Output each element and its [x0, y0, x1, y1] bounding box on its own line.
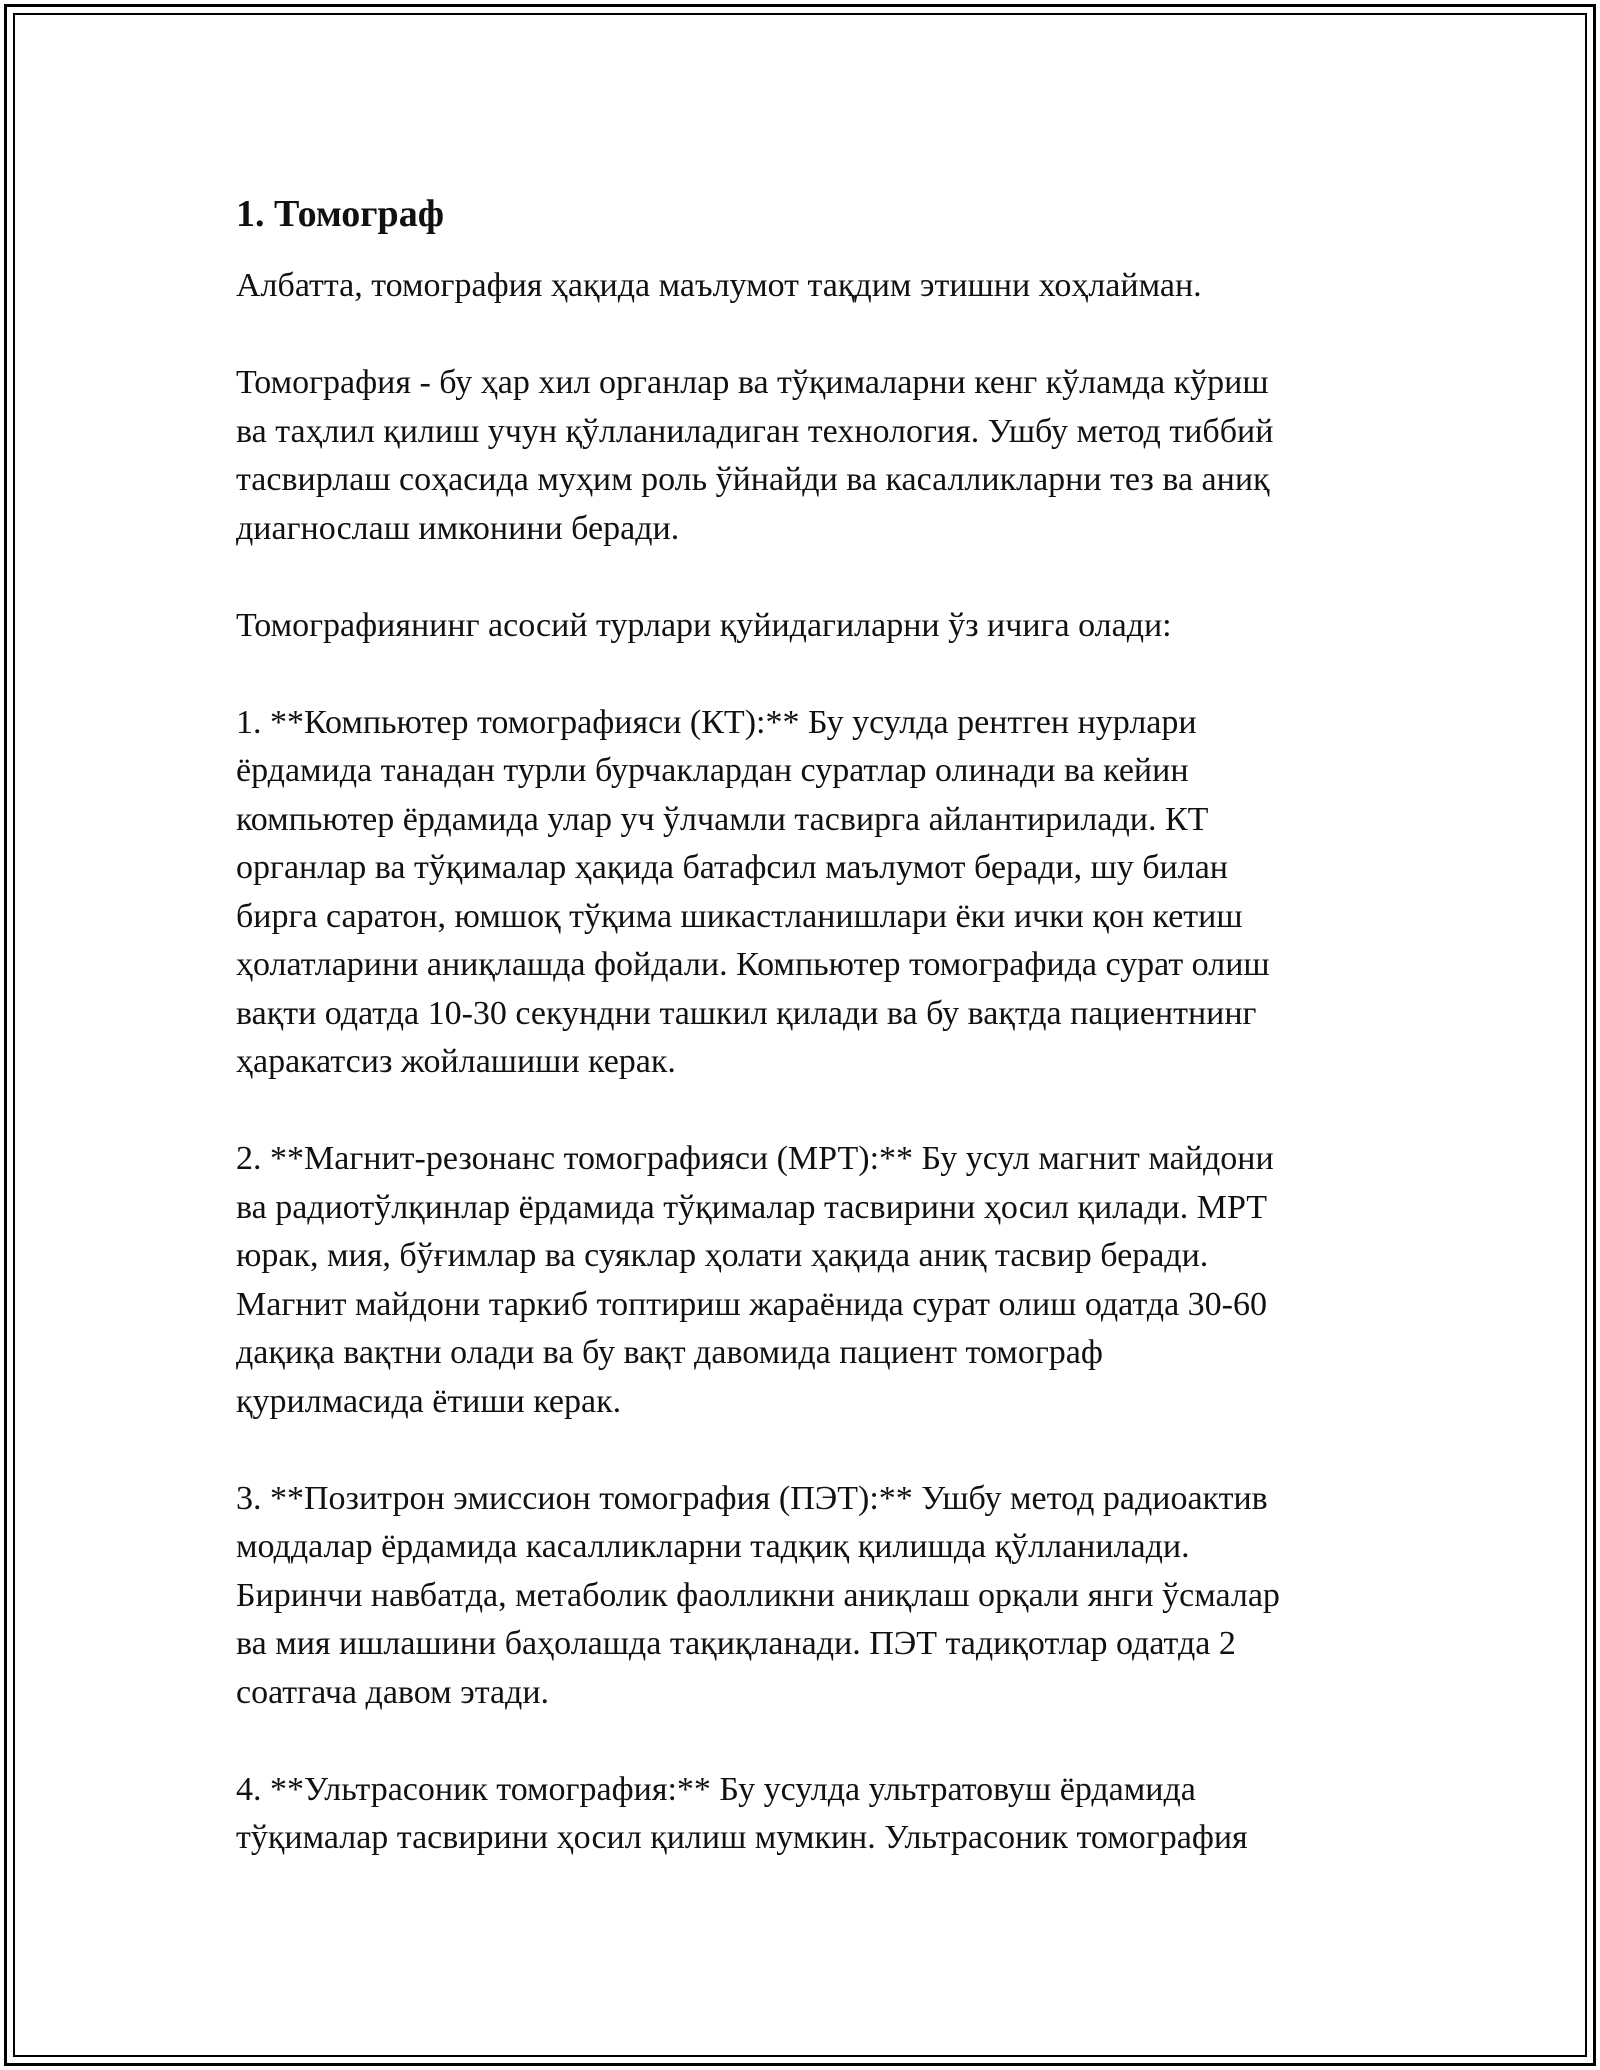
paragraph-ultrasonic	[236, 1766, 1376, 1863]
text-line: 1. **Компьютер томографияси (КТ):** Бу усулда рентген нурлари	[236, 703, 1197, 741]
text-line: моддалар ёрдамида касалликларни тадқиқ қилишда қўлланилади.	[236, 1528, 1190, 1565]
text-line: бирга саратон, юмшоқ тўқима шикастланишлари ёки ички қон кетиш	[236, 897, 1243, 935]
text-line: ёрдамида танадан турли бурчаклардан суратлар олинади ва кейин	[236, 752, 1189, 789]
paragraph-pet	[236, 1475, 1376, 1718]
paragraph-ct	[236, 699, 1376, 1087]
paragraph-mri	[236, 1135, 1376, 1426]
text-line: Томография - бу ҳар хил органлар ва тўқималарни кенг кўламда кўриш	[236, 364, 1269, 401]
text-line: қурилмасида ётиши керак.	[236, 1382, 622, 1420]
text-line: Албатта, томография ҳақида маълумот тақдим этишни хоҳлайман.	[236, 267, 1202, 304]
paragraph-intro	[236, 262, 1376, 311]
document-title: 1. Томограф	[236, 193, 444, 235]
paragraph-definition	[236, 359, 1376, 553]
text-line: ҳолатларини аниқлашда фойдали. Компьютер томографида сурат олиш	[236, 946, 1270, 983]
text-line: Биринчи навбатда, метаболик фаолликни аниқлаш орқали янги ўсмалар	[236, 1576, 1280, 1614]
text-line: 4. **Ультрасоник томография:** Бу усулда ультратовуш ёрдамида	[236, 1770, 1196, 1808]
document-body	[236, 188, 1376, 1863]
text-line: ҳаракатсиз жойлашиши керак.	[236, 1043, 676, 1080]
text-line: тасвирлаш соҳасида муҳим роль ўйнайди ва касалликларни тез ва аниқ	[236, 461, 1270, 498]
text-line: 3. **Позитрон эмиссион томография (ПЭТ):** Ушбу метод радиоактив	[236, 1479, 1268, 1517]
text-line: диагнослаш имконини беради.	[236, 509, 680, 547]
text-line: ва таҳлил қилиш учун қўлланиладиган технология. Ушбу метод тиббий	[236, 412, 1274, 450]
text-line: соатгача давом этади.	[236, 1673, 550, 1711]
text-line: ва радиотўлқинлар ёрдамида тўқималар тасвирини ҳосил қилади. МРТ	[236, 1188, 1268, 1226]
text-line: дақиқа вақтни олади ва бу вақт давомида пациент томограф	[236, 1334, 1103, 1371]
text-line: тўқималар тасвирини ҳосил қилиш мумкин. Ультрасоник томография	[236, 1819, 1248, 1856]
text-line: ва мия ишлашини баҳолашда тақиқланади. ПЭТ тадиқотлар одатда 2	[236, 1625, 1236, 1662]
text-line: Томографиянинг асосий турлари қуйидагиларни ўз ичига олади:	[236, 606, 1172, 644]
text-line: органлар ва тўқималар ҳақида батафсил маълумот беради, шу билан	[236, 849, 1228, 886]
text-line: 2. **Магнит-резонанс томографияси (МРТ):** Бу усул магнит майдони	[236, 1140, 1274, 1177]
text-line: компьютер ёрдамида улар уч ўлчамли тасвирга айлантирилади. КТ	[236, 800, 1209, 838]
text-line: вақти одатда 10-30 секундни ташкил қилади ва бу вақтда пациентнинг	[236, 994, 1257, 1032]
text-line: Магнит майдони таркиб топтириш жараёнида сурат олиш одатда 30-60	[236, 1285, 1267, 1323]
text-line: юрак, мия, бўғимлар ва суяклар ҳолати ҳақида аниқ тасвир беради.	[236, 1237, 1209, 1274]
paragraph-types-intro	[236, 602, 1376, 651]
